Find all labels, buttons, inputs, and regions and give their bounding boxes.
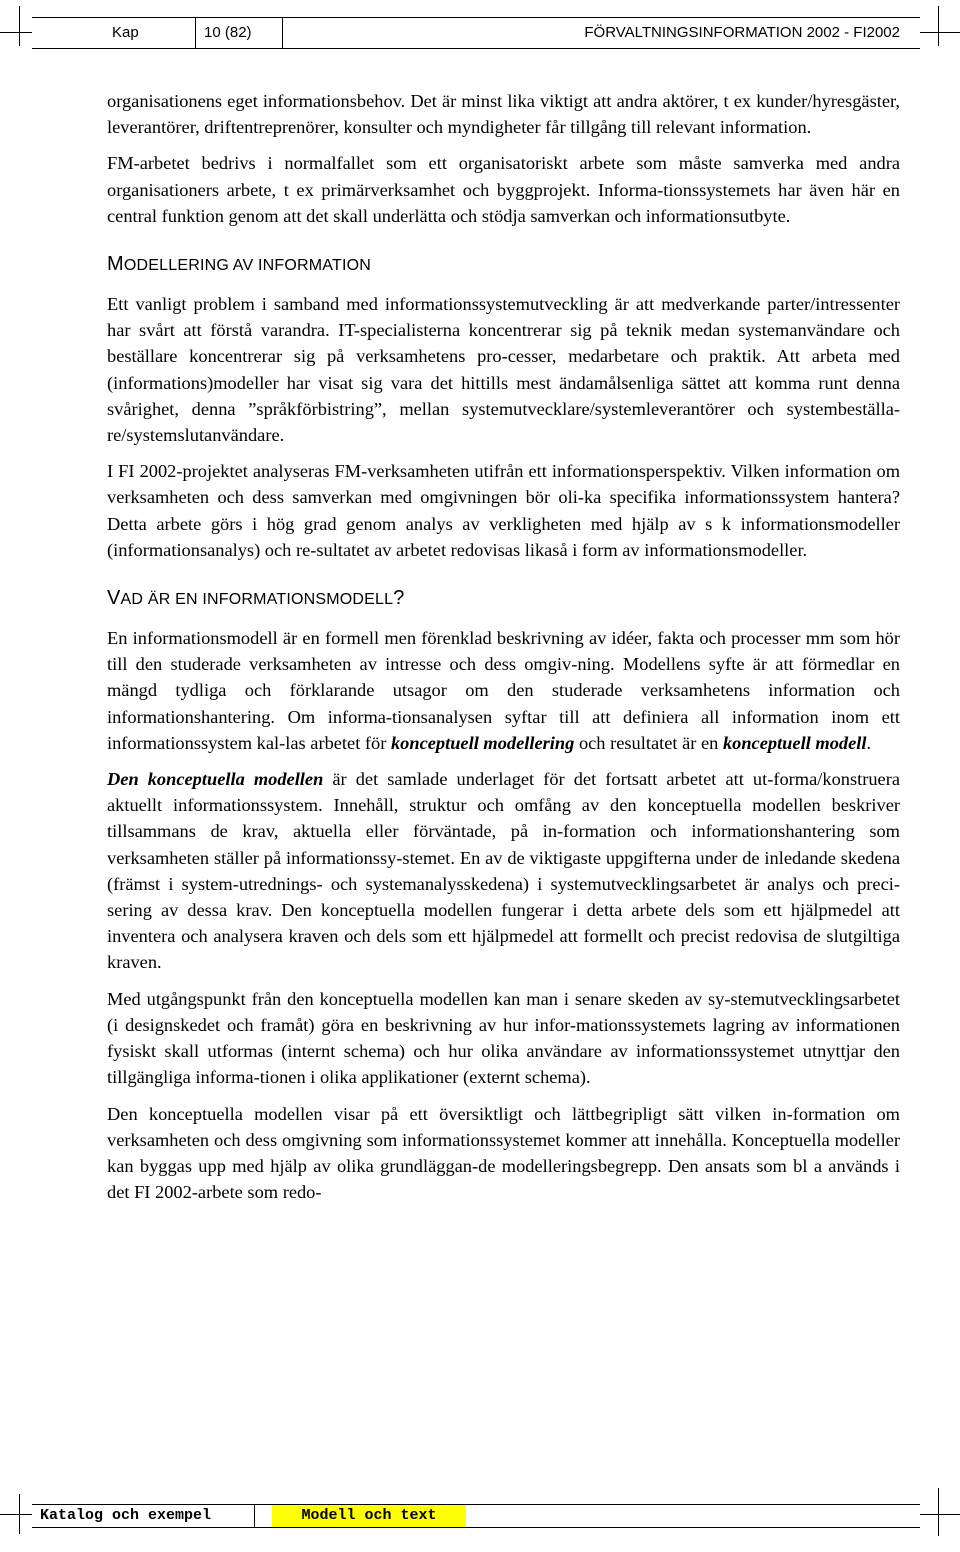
paragraph: Ett vanligt problem i samband med informationssystemutveckling är att medverkande parter/intressenter har svårt att förstå varandra. IT-specialisterna koncentrerar sig på teknik medan systemanvändare och beställare koncentrerar sig på verksamhetens pro-cesser, medarbetare och praktik. Att arbeta med (informations)modeller har visat sig vara det hittills mest ändamålsenliga sättet att komma runt denna svårighet, denna ”språkförbistring”, mellan systemutvecklare/systemleverantörer och systembeställa-re/systemslutanvändare. [107, 294, 900, 446]
footer-divider [254, 1505, 255, 1527]
document-body [107, 88, 900, 1215]
footer-bar [32, 1504, 920, 1528]
paragraph: FM-arbetet bedrivs i normalfallet som ett organisatoriskt arbete som måste samverka med andra organisationers arbete, t ex primärverksamhet och byggprojekt. Informa-tionssystemets har även här en central funktion genom att det skall underlätta och stödja samverkan och informationsutbyte. [107, 153, 900, 226]
crop-mark [19, 1494, 20, 1534]
footer-tab-catalog[interactable]: Katalog och exempel [40, 1507, 212, 1524]
header-bar [32, 17, 920, 49]
heading-initial: M [107, 253, 124, 276]
crop-mark [0, 1514, 32, 1515]
text-run: är det samlade underlaget för det fortsatt arbetet att ut-forma/konstruera aktuellt informationssystem. Innehåll, struktur och omfång av den konceptuella modellen beskriver tillsammans de krav, aktuella eller förväntade, på in-formation och informationshantering som verksamheten ställer på informationssy-stemet. En av de viktigaste uppgifterna under de inledande skedena (främst i system-utrednings- och systemanalysskedena) i systemutvecklingsarbetet är analys och preci-sering av dessa krav. Den konceptuella modellen fungerar i detta arbete dels som ett hjälpmedel att inventera och analysera kraven och dels som ett hjälpmedel att formellt och precist redovisa de slutgiltiga kraven. [107, 769, 900, 973]
paragraph [107, 766, 900, 976]
emphasis: konceptuell modell [722, 732, 867, 753]
crop-mark [19, 6, 20, 46]
paragraph: I FI 2002-projektet analyseras FM-verksamheten utifrån ett informationsperspektiv. Vilken information om verksamheten och dess samverkan med omgivningen bör oli-ka specifika informationssystem hantera? Detta arbete görs i hög grad genom analys av verkligheten med hjälp av s k informationsmodeller (informationsanalys) och re-sultatet av arbetet redovisas likaså i form av informationsmodeller. [107, 461, 900, 560]
heading-text: ODELLERING AV INFORMATION [123, 257, 371, 275]
header-page-number: 10 (82) [204, 24, 252, 41]
section-heading [107, 253, 900, 277]
header-title: FÖRVALTNINGSINFORMATION 2002 - FI2002 [584, 24, 900, 41]
text-run: och resultatet är en [574, 732, 723, 753]
header-divider [195, 18, 196, 48]
text-run: . [866, 732, 872, 753]
paragraph: Med utgångspunkt från den konceptuella modellen kan man i senare skeden av sy-stemutvecklingsarbetet (i designskedet och framåt) göra en beskrivning av hur infor-mationssystemets lagring av informationen fysiskt skall utformas (internt schema) och hur olika användare av informationssystemet utnyttjar den tillgängliga informa-tionen i olika applikationer (externt schema). [107, 988, 900, 1088]
emphasis: konceptuell modellering [390, 732, 575, 753]
heading-end: ? [393, 587, 405, 610]
header-chapter: Kap [112, 24, 139, 41]
paragraph: organisationens eget informationsbehov. Det är minst lika viktigt att andra aktörer, t ex kunder/hyresgäster, leverantörer, driftentreprenörer, konsulter och myndigheter får tillgång till relevant information. [107, 91, 900, 138]
page-footer [0, 1480, 960, 1552]
crop-mark [920, 32, 960, 33]
crop-mark [0, 32, 32, 33]
footer-tab-model-text[interactable]: Modell och text [272, 1505, 466, 1527]
header-divider [282, 18, 283, 48]
text-run: En informationsmodell är en formell men förenklad beskrivning av idéer, fakta och processer mm som hör till den studerade verksamheten av intresse och dess omgiv-ning. Modellens syfte är att förmedlar en mängd tydliga och förklarande utsagor om den studerade verksamhetens information och informationshantering. Om informa-tionsanalysen syftar till att definiera all information inom ett informationssystem kal-las arbetet för [107, 628, 900, 753]
crop-mark [938, 6, 939, 46]
page-header [0, 0, 960, 70]
crop-mark [938, 1488, 939, 1536]
paragraph: Den konceptuella modellen visar på ett översiktligt och lättbegripligt sätt vilken in-formation om verksamheten och dess omgivning som informationssystemet kommer att innehålla. Konceptuella modeller kan byggas upp med hjälp av olika grundläggan-de modelleringsbegrepp. Den ansats som bl a används i det FI 2002-arbete som redo- [107, 1103, 900, 1203]
heading-initial: V [107, 587, 121, 610]
emphasis: Den konceptuella modellen [107, 769, 324, 790]
section-heading [107, 587, 900, 611]
crop-mark [920, 1514, 960, 1515]
heading-text: AD ÄR EN INFORMATIONSMODELL [120, 591, 394, 609]
paragraph [107, 625, 900, 756]
